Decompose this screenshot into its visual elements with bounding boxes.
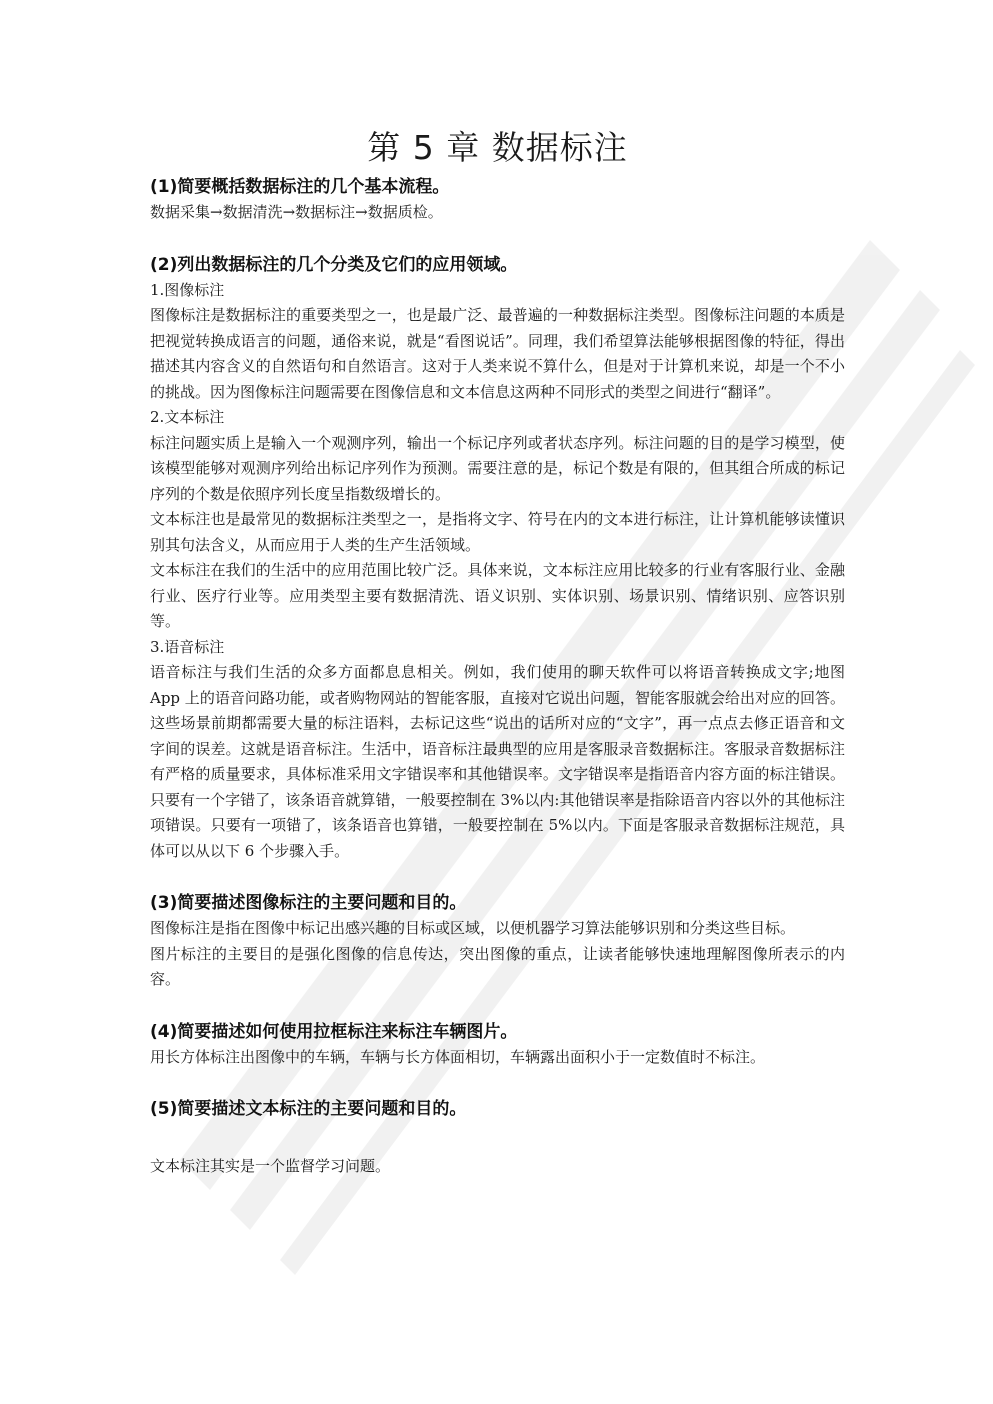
image-annotation-paragraph: 图像标注是数据标注的重要类型之一，也是最广泛、最普遍的一种数据标注类型。图像标注问题的本质是把视觉转换成语言的问题，通俗来说，就是“看图说话”。同理，我们希望算法能够根据图像的特征，得出描述其内容含义的自然语句和自然语言。这对于人类来说不算什么，但是对于计算机来说，却是一个不小的挑战。因为图像标注问题需要在图像信息和文本信息这两种不同形式的类型之间进行“翻译”。: [150, 306, 845, 401]
subheading-text-annotation: 2.文本标注: [150, 408, 225, 426]
question-1-heading: (1)简要概括数据标注的几个基本流程。: [150, 177, 450, 197]
question-5-answer: 文本标注其实是一个监督学习问题。: [150, 1157, 391, 1175]
question-3-answer-2: 图片标注的主要目的是强化图像的信息传达，突出图像的重点，让读者能够快速地理解图像所表示的内容。: [150, 944, 845, 988]
text-annotation-paragraph-3: 文本标注在我们的生活中的应用范围比较广泛。具体来说，文本标注应用比较多的行业有客服行业、金融行业、医疗行业等。应用类型主要有数据清洗、语义识别、实体识别、场景识别、情绪识别、应答识别等。: [150, 561, 845, 630]
question-4-heading: (4)简要描述如何使用拉框标注来标注车辆图片。: [150, 1021, 518, 1042]
question-3-heading: (3)简要描述图像标注的主要问题和目的。: [150, 893, 467, 913]
question-2-heading: (2)列出数据标注的几个分类及它们的应用领域。: [150, 254, 518, 275]
subheading-image-annotation: 1.图像标注: [150, 280, 225, 299]
text-annotation-paragraph-1: 标注问题实质上是输入一个观测序列，输出一个标记序列或者状态序列。标注问题的目的是学习模型，使该模型能够对观测序列给出标记序列作为预测。需要注意的是，标记个数是有限的，但其组合所成的标记序列的个数是依照序列长度呈指数级增长的。: [150, 433, 845, 503]
question-1-answer: 数据采集→数据清洗→数据标注→数据质检。: [150, 203, 443, 221]
speech-annotation-paragraph: 语音标注与我们生活的众多方面都息息相关。例如，我们使用的聊天软件可以将语音转换成文字;地图 App 上的语音问路功能，或者购物网站的智能客服，直接对它说出问题，智能客服就会给出对应的回答。这些场景前期都需要大量的标注语料，去标记这些“说出的话所对应的“文字”，再一点点去修正语音和文字间的误差。这就是语音标注。生活中，语音标注最典型的应用是客服录音数据标注。客服录音数据标注有严格的质量要求，具体标准采用文字错误率和其他错误率。文字错误率是指语音内容方面的标注错误。只要有一个字错了，该条语音就算错，一般要控制在 3%以内:其他错误率是指除语音内容以外的其他标注项错误。只要有一项错了，该条语音也算错，一般要控制在 5%以内。下面是客服录音数据标注规范，具体可以从以下 6 个步骤入手。: [150, 663, 845, 860]
text-annotation-paragraph-2: 文本标注也是最常见的数据标注类型之一，是指将文字、符号在内的文本进行标注，让计算机能够读懂识别其句法含义，从而应用于人类的生产生活领域。: [150, 510, 845, 554]
subheading-speech-annotation: 3.语音标注: [150, 637, 225, 656]
chapter-title: 第 5 章 数据标注: [367, 128, 628, 167]
question-3-answer-1: 图像标注是指在图像中标记出感兴趣的目标或区域，以便机器学习算法能够识别和分类这些目标。: [150, 919, 796, 937]
question-5-heading: (5)简要描述文本标注的主要问题和目的。: [150, 1099, 467, 1119]
document-page: [150, 124, 845, 1180]
question-4-answer: 用长方体标注出图像中的车辆，车辆与长方体面相切，车辆露出面积小于一定数值时不标注。: [150, 1047, 766, 1066]
